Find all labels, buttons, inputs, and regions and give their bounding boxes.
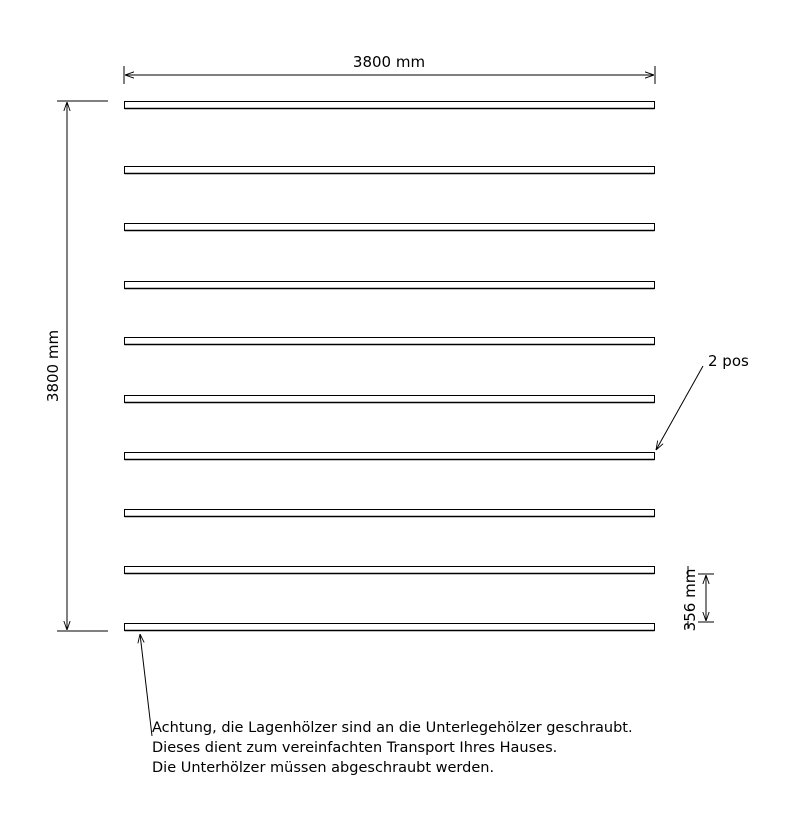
note-leader bbox=[140, 634, 152, 736]
board bbox=[125, 567, 655, 574]
boards-group bbox=[125, 102, 655, 631]
callout-label: 2 pos bbox=[708, 352, 749, 370]
board bbox=[125, 396, 655, 403]
callout-leader bbox=[656, 366, 703, 450]
note-line: Achtung, die Lagenhölzer sind an die Unterlegehölzer geschraubt. bbox=[152, 720, 633, 736]
height-label: 3800 mm bbox=[44, 329, 62, 403]
board bbox=[125, 624, 655, 631]
board bbox=[125, 224, 655, 231]
spacing-label: 356 mm bbox=[681, 568, 699, 632]
note-line: Dieses dient zum vereinfachten Transport Ihres Hauses. bbox=[152, 740, 558, 756]
width-label: 3800 mm bbox=[352, 53, 426, 71]
width-dimension bbox=[124, 53, 655, 84]
board bbox=[125, 167, 655, 174]
note-text bbox=[152, 718, 633, 778]
board bbox=[125, 338, 655, 345]
height-dimension bbox=[44, 101, 108, 631]
board bbox=[125, 102, 655, 109]
note-line: Die Unterhölzer müssen abgeschraubt werden. bbox=[152, 760, 495, 776]
position-callout bbox=[656, 352, 749, 450]
spacing-dimension bbox=[681, 566, 714, 631]
board bbox=[125, 453, 655, 460]
board bbox=[125, 510, 655, 517]
board bbox=[125, 282, 655, 289]
